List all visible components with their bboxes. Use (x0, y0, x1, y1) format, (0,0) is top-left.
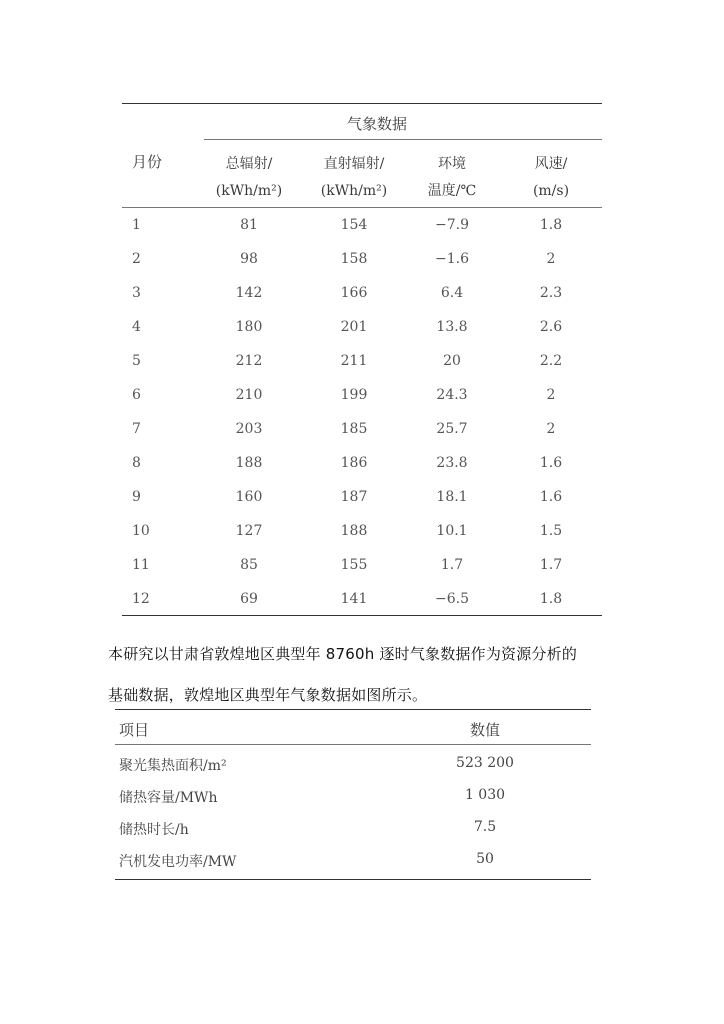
table-row: 4 180 201 13.8 2.6 (132, 319, 563, 335)
column-header-temperature: 环境 温度/℃ (427, 156, 477, 199)
month-column-header: 月份 (132, 153, 163, 171)
item-column-header: 项目 (119, 721, 150, 739)
column-header-direct-radiation: 直射辐射/ (kWh/m²) (320, 156, 388, 199)
column-header-total-radiation: 总辐射/ (kWh/m²) (215, 156, 283, 199)
table-row: 12 69 141 −6.5 1.8 (132, 591, 563, 607)
table-row: 汽机发电功率/MW 50 (119, 851, 494, 870)
table-row: 3 142 166 6.4 2.3 (132, 285, 563, 301)
table-row: 7 203 185 25.7 2 (132, 421, 556, 437)
group-header-rule (204, 139, 602, 140)
table-row: 1 81 154 −7.9 1.8 (132, 217, 563, 233)
table-row: 2 98 158 −1.6 2 (132, 251, 556, 267)
value-column-header: 数值 (469, 721, 500, 739)
table-row: 储热容量/MWh 1 030 (119, 787, 506, 806)
table-top-rule (115, 709, 591, 710)
table-top-rule (122, 103, 602, 104)
header-rule (115, 744, 591, 745)
table-row: 10 127 188 10.1 1.5 (132, 523, 563, 539)
paragraph-line: 本研究以甘肃省敦煌地区典型年 8760h 逐时气象数据作为资源分析的 (108, 645, 578, 663)
table-row: 5 212 211 20 2.2 (132, 353, 563, 369)
table-row: 6 210 199 24.3 2 (132, 387, 556, 403)
table-bottom-rule (115, 879, 591, 880)
paragraph-line: 基础数据，敦煌地区典型年气象数据如图所示。 (108, 686, 428, 704)
column-header-wind-speed: 风速/ (m/s) (532, 156, 570, 199)
table-row: 8 188 186 23.8 1.6 (132, 455, 563, 471)
group-header: 气象数据 (346, 115, 407, 133)
table-row: 储热时长/h 7.5 (119, 819, 497, 838)
body-paragraph (108, 634, 624, 716)
table-row: 聚光集热面积/m² 523 200 (119, 755, 514, 774)
table-row: 11 85 155 1.7 1.7 (132, 557, 563, 573)
table-row: 9 160 187 18.1 1.6 (132, 489, 563, 505)
table-bottom-rule (122, 615, 602, 616)
